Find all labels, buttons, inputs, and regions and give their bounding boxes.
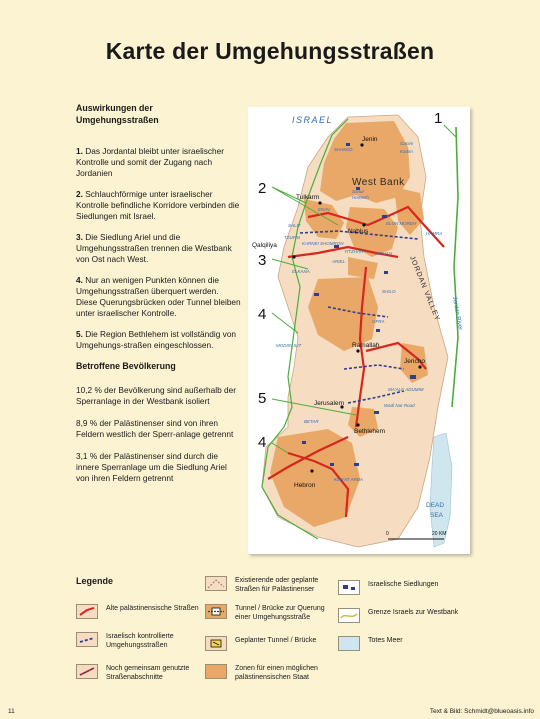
legend-item bbox=[205, 604, 335, 622]
legend-item bbox=[205, 636, 335, 651]
population-item: 8,9 % der Palästinenser sind von ihren Feldern westlich der Sperr-anlage getrennt bbox=[76, 417, 234, 439]
jordan-river-label: Jordan River bbox=[451, 296, 463, 331]
scale-label: 0 bbox=[386, 531, 389, 537]
legend-label: Israelisch kontrollierte Umgehungsstraßen bbox=[106, 633, 174, 649]
settlement-label: TAPUAH bbox=[374, 251, 392, 256]
population-list bbox=[76, 385, 241, 484]
settlement-label: HAMRA bbox=[426, 231, 443, 236]
city-label: Nablus bbox=[348, 228, 369, 235]
settlement-label: Homesh bbox=[352, 195, 369, 200]
population-heading: Betroffene Bevölkerung bbox=[76, 361, 176, 371]
effect-text: Das Jordantal bleibt unter israelischer Kontrolle und somit der Zugang nach Jordanien bbox=[76, 146, 225, 178]
city-label: Hebron bbox=[294, 482, 316, 489]
settlement-label: SHAKED bbox=[334, 147, 353, 152]
callout-number: 4 bbox=[258, 306, 267, 323]
jordan-valley-label: JORDAN VALLEY bbox=[408, 255, 441, 323]
legend-label: Totes Meer bbox=[368, 637, 403, 644]
dead-sea-label: DEAD bbox=[426, 502, 445, 509]
effects-list bbox=[76, 146, 241, 351]
callout-number: 5 bbox=[258, 390, 267, 407]
legend-item bbox=[205, 576, 335, 594]
settlement-label: Wadi Nar Road bbox=[384, 403, 415, 408]
legend-swatch-settlements bbox=[338, 580, 360, 595]
bypass-road-map bbox=[248, 107, 470, 554]
credit: Text & Bild: Schmidt@blueoasis.info bbox=[429, 708, 534, 715]
map-svg bbox=[248, 107, 470, 554]
city-label: Jericho bbox=[404, 358, 425, 365]
page-title: Karte der Umgehungsstraßen bbox=[105, 38, 435, 64]
effect-item bbox=[76, 189, 241, 222]
city-label: Jerusalem bbox=[314, 400, 344, 407]
effect-item bbox=[76, 232, 241, 265]
legend-swatch-old-roads bbox=[76, 604, 98, 619]
settlement-label: ENAV bbox=[318, 207, 331, 212]
effect-number: 3. bbox=[76, 232, 83, 242]
legend-item bbox=[76, 664, 206, 682]
callout-number: 4 bbox=[258, 434, 267, 451]
legend-swatch-planned-tunnel bbox=[205, 636, 227, 651]
legend-item bbox=[205, 664, 335, 682]
legend-item bbox=[338, 580, 468, 595]
legend-swatch-shared-roads bbox=[76, 664, 98, 679]
settlement-label: MA'ALE ADUMIM bbox=[388, 387, 424, 392]
settlement-label: SHILO bbox=[382, 289, 396, 294]
effect-number: 2. bbox=[76, 189, 83, 199]
legend-swatch-dead-sea bbox=[338, 636, 360, 651]
population-item: 10,2 % der Bevölkerung sind außerhalb der Sperranlage in der Westbank isoliert bbox=[76, 384, 237, 406]
settlement-label: ELKANA bbox=[292, 269, 310, 274]
effect-item bbox=[76, 275, 241, 319]
legend-label: Alte palästinensische Straßen bbox=[106, 605, 199, 612]
legend-swatch-israeli-roads bbox=[76, 632, 98, 647]
effect-text: Nur an wenigen Punkten können die Umgehungsstraßen überquert werden. Diese Querungsbrücken oder Tunnel bleiben unter israelischer Kontrolle. bbox=[76, 275, 241, 318]
settlement-label: Ganim bbox=[400, 141, 414, 146]
page-number: 11 bbox=[8, 708, 15, 715]
settlement-label: KARNEI SHOMRON bbox=[302, 241, 344, 246]
effect-text: Die Siedlung Ariel und die Umgehungsstraßen trennen die Westbank von Ost nach West. bbox=[76, 232, 232, 264]
legend-swatch-existing-roads bbox=[205, 576, 227, 591]
legend-label: Tunnel / Brücke zur Querung einer Umgehungsstraße bbox=[235, 605, 325, 621]
legend-title: Legende bbox=[76, 576, 114, 586]
legend-label: Grenze Israels zur Westbank bbox=[368, 609, 459, 616]
settlement-label: YITZHAR bbox=[344, 249, 364, 254]
legend-item bbox=[76, 604, 206, 619]
legend-label: Israelische Siedlungen bbox=[368, 581, 439, 588]
legend-label: Geplanter Tunnel / Brücke bbox=[235, 637, 317, 644]
settlement-label: ELON MOREH bbox=[386, 221, 417, 226]
city-label: Ramallah bbox=[352, 342, 380, 349]
settlement-label: SALIT bbox=[288, 223, 301, 228]
settlement-label: KIRYAT ARBA bbox=[334, 477, 363, 482]
effect-item bbox=[76, 146, 241, 179]
west-bank-label: West Bank bbox=[352, 177, 405, 188]
effect-text: Schlauchförmige unter israelischer Kontrolle befindliche Korridore verbinden die Siedlungen mit Israel. bbox=[76, 189, 240, 221]
effects-heading bbox=[76, 103, 241, 126]
city-label: Jenin bbox=[362, 136, 378, 143]
city-label: Bethlehem bbox=[354, 428, 386, 435]
legend-swatch-zones bbox=[205, 664, 227, 679]
effect-number: 5. bbox=[76, 329, 83, 339]
settlement-label: OFRA bbox=[372, 319, 385, 324]
settlement-label: ARIEL bbox=[332, 259, 346, 264]
city-label: Qalqiliya bbox=[252, 242, 277, 249]
settlement-label: Sanur bbox=[352, 189, 365, 194]
israel-label: ISRAEL bbox=[292, 115, 334, 125]
settlement-label: BETAR bbox=[304, 419, 319, 424]
legend-label: Existierende oder geplante Straßen für Palästinenser bbox=[235, 577, 319, 593]
settlement-label: Kadim bbox=[400, 149, 413, 154]
text-column bbox=[76, 103, 241, 495]
scale-label: 20 KM bbox=[432, 531, 447, 537]
settlement-label: MODIIN ILIT bbox=[276, 343, 302, 348]
callout-number: 2 bbox=[258, 180, 267, 197]
legend-label: Zonen für einen möglichen palästinensischen Staat bbox=[235, 665, 318, 681]
effect-number: 4. bbox=[76, 275, 83, 285]
population-item: 3,1 % der Palästinenser sind durch die innere Sperranlage um die Siedlung Ariel von ihren Feldern getrennt bbox=[76, 450, 227, 483]
settlement-label: TZUFIN bbox=[284, 235, 300, 240]
city-label: Tulkarm bbox=[296, 194, 320, 201]
legend-label: Noch gemeinsam genutzte Straßenabschnitte bbox=[106, 665, 190, 681]
legend-swatch-tunnel bbox=[205, 604, 227, 619]
legend-item bbox=[338, 608, 468, 623]
effect-text: Die Region Bethlehem ist vollständig von Umgehungs-straßen eingeschlossen. bbox=[76, 329, 237, 350]
legend-item bbox=[338, 636, 468, 651]
dead-sea-label: SEA bbox=[430, 512, 444, 519]
callout-number: 1 bbox=[434, 110, 443, 127]
legend-item bbox=[76, 632, 206, 650]
effects-heading-line2: Umgehungsstraßen bbox=[76, 114, 159, 125]
effects-heading-line1: Auswirkungen der bbox=[76, 103, 153, 113]
legend-swatch-border bbox=[338, 608, 360, 623]
effect-number: 1. bbox=[76, 146, 83, 156]
effect-item bbox=[76, 329, 241, 351]
callout-number: 3 bbox=[258, 252, 267, 269]
